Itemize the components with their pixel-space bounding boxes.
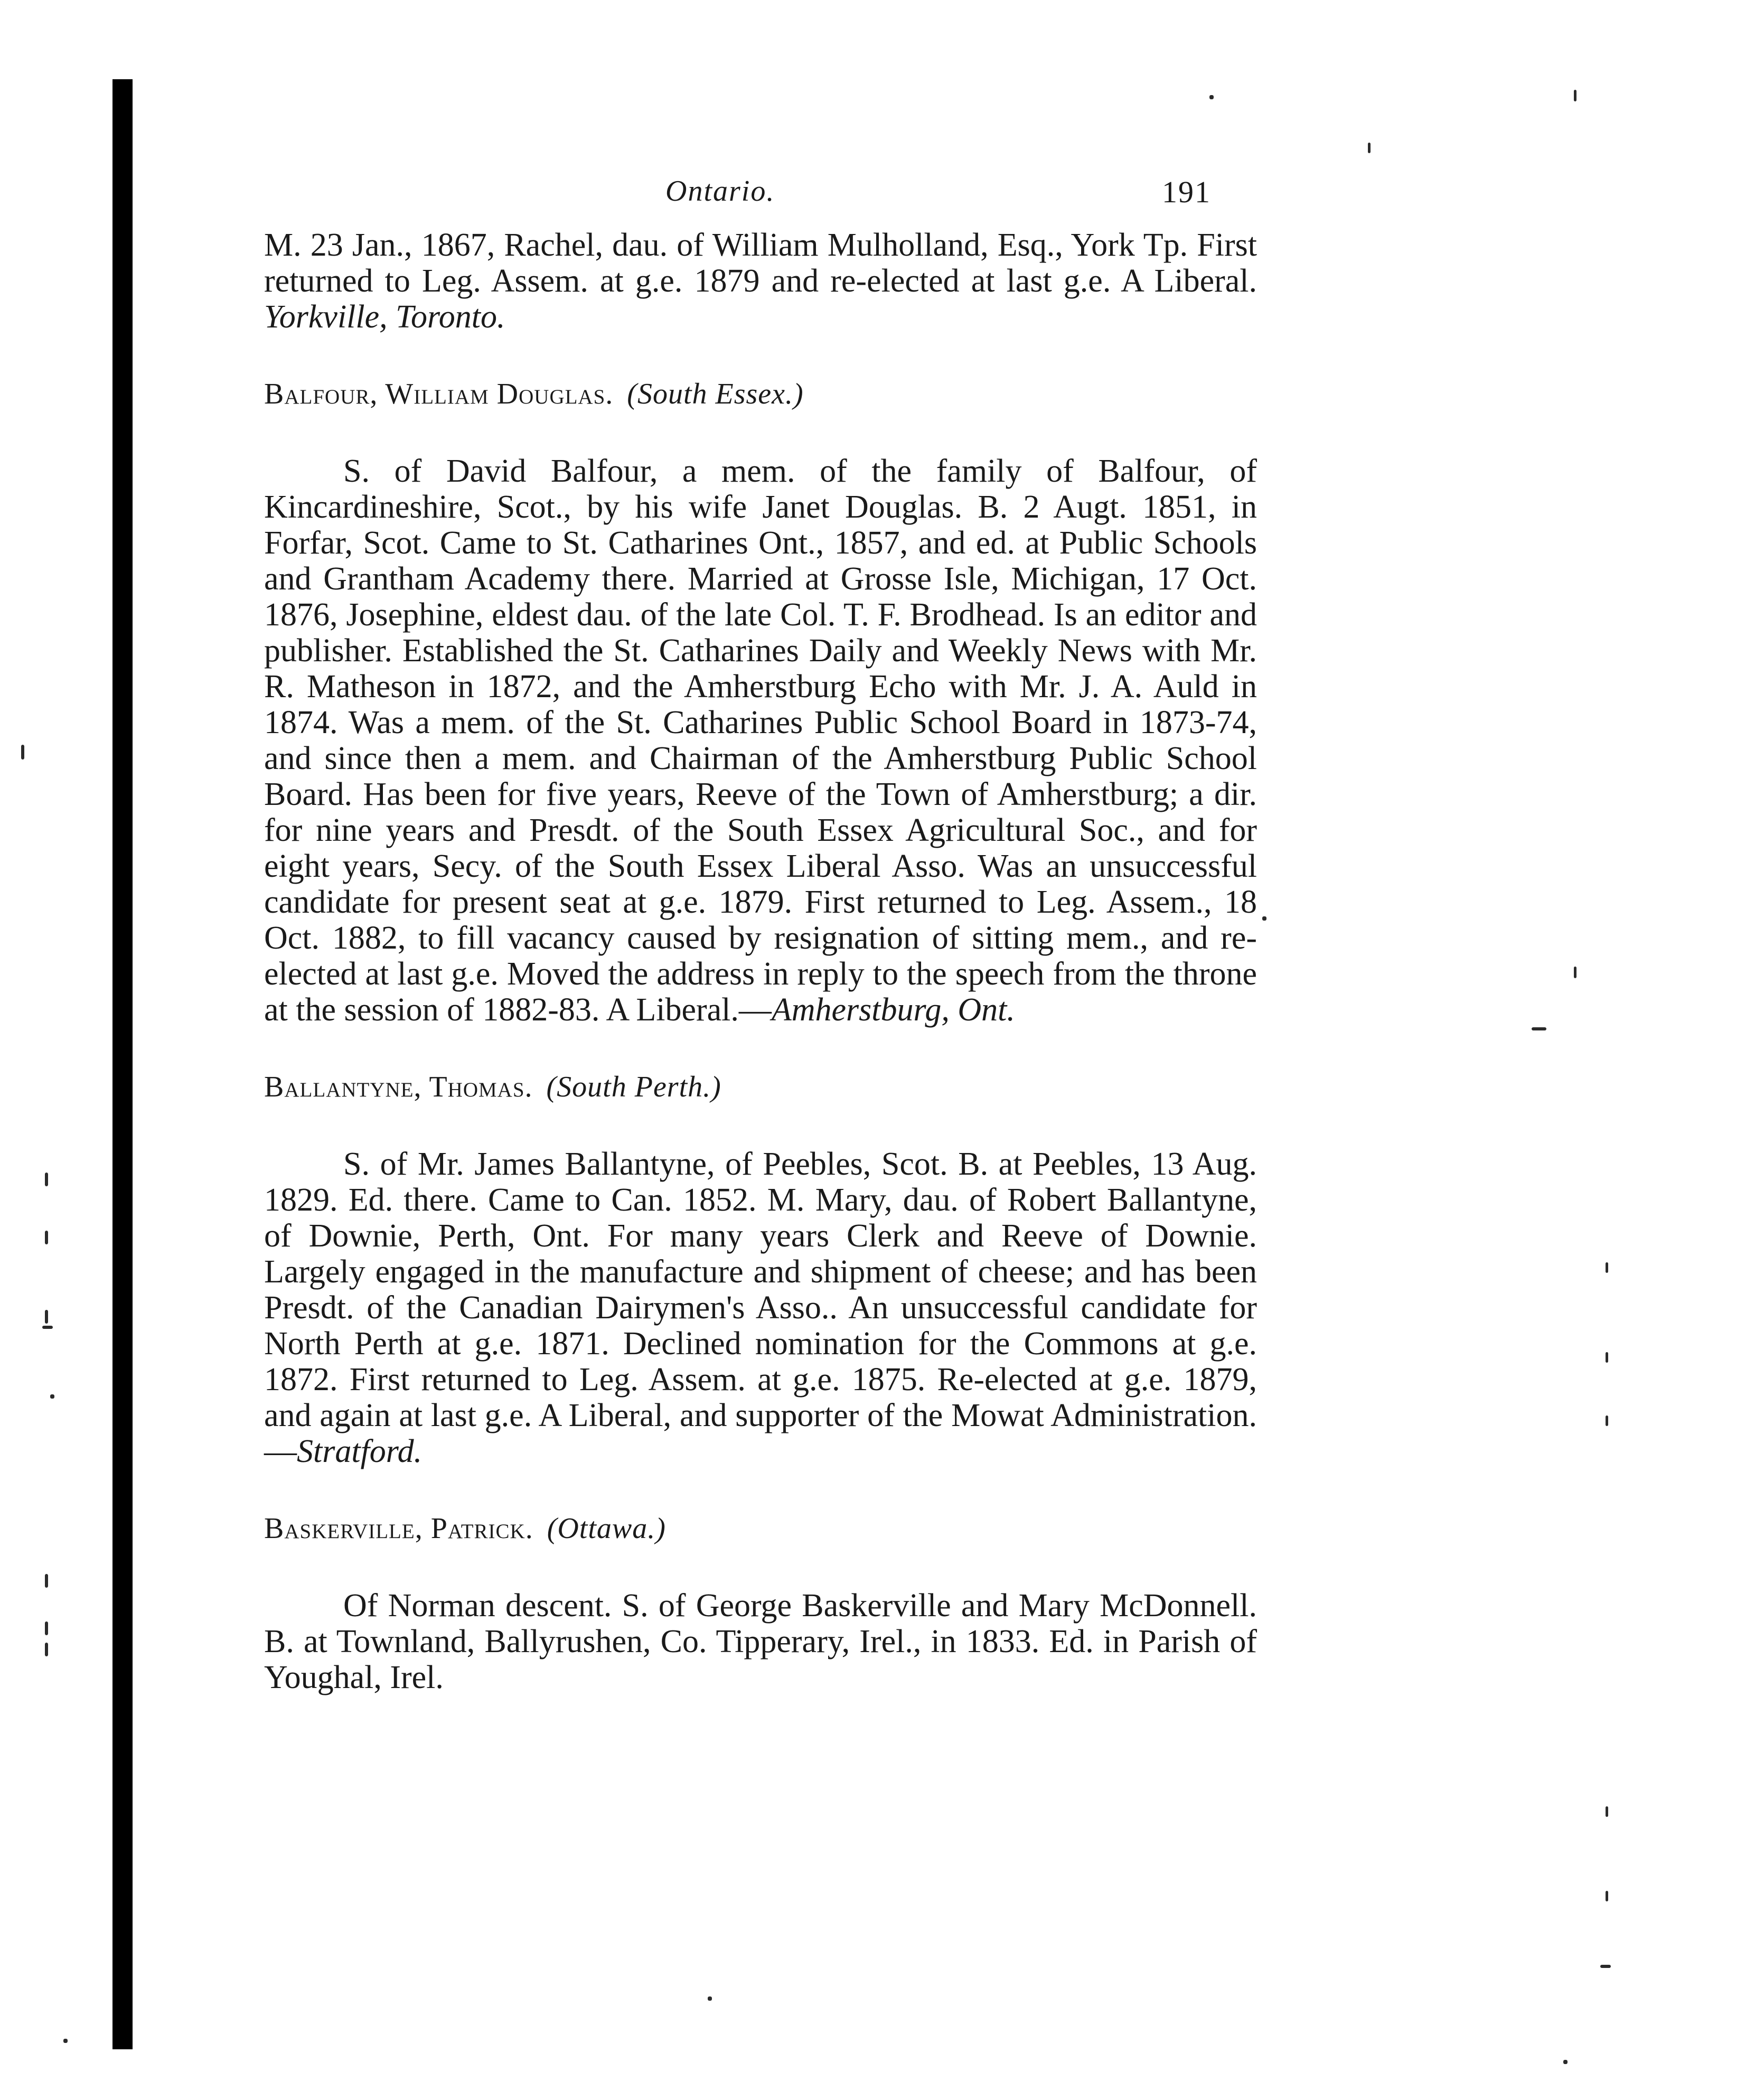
running-head	[264, 174, 1257, 217]
scan-speck	[45, 1310, 48, 1324]
scan-speck	[45, 1173, 48, 1186]
entry-name: Baskerville, Patrick.	[264, 1512, 533, 1545]
entry-biography	[264, 453, 1257, 1028]
entry-body: S. of Mr. James Ballantyne, of Peebles, Scot. B. at Peebles, 13 Aug. 1829. Ed. there. Came to Can. 1852. M. Mary, dau. of Robert Ballantyne, of Downie, Perth, Ont. For many years Clerk and Reeve of Downie. Largely engaged in the manufacture and shipment of cheese; and has been Presdt. of the Canadian Dairymen's Asso.. An unsuccessful candidate for North Perth at g.e. 1871. Declined nomination for the Commons at g.e. 1872. First returned to Leg. Assem. at g.e. 1875. Re-elected at g.e. 1879, and again at last g.e. A Liberal, and supporter of the Mowat Administration.—	[264, 1146, 1257, 1469]
entry-residence: Amherstburg, Ont.	[771, 992, 1015, 1028]
scan-speck	[45, 1621, 48, 1635]
entry-riding: (South Essex.)	[627, 378, 804, 410]
scan-speck	[708, 1996, 712, 2001]
entry-body: S. of David Balfour, a mem. of the family of Balfour, of Kincardineshire, Scot., by his wife Janet Douglas. B. 2 Augt. 1851, in Forfar, Scot. Came to St. Catharines Ont., 1857, and ed. at Public Schools and Grantham Academy there. Married at Grosse Isle, Michigan, 17 Oct. 1876, Josephine, eldest dau. of the late Col. T. F. Brodhead. Is an editor and publisher. Established the St. Catharines Daily and Weekly News with Mr. R. Matheson in 1872, and the Amherstburg Echo with Mr. J. A. Auld in 1874. Was a mem. of the St. Catharines Public School Board in 1873-74, and since then a mem. and Chairman of the Amherstburg Public School Board. Has been for five years, Reeve of the Town of Amherstburg; a dir. for nine years and Presdt. of the South Essex Agricultural Soc., and for eight years, Secy. of the South Essex Liberal Asso. Was an unsuccessful candidate for present seat at g.e. 1879. First returned to Leg. Assem., 18 Oct. 1882, to fill vacancy caused by resignation of sitting mem., and re-elected at last g.e. Moved the address in reply to the speech from the throne at the session of 1882-83. A Liberal.—	[264, 453, 1257, 1028]
entry-biography	[264, 1146, 1257, 1469]
scan-speck	[1262, 916, 1266, 921]
entry-biography	[264, 1588, 1257, 1695]
entry-riding: (South Perth.)	[546, 1071, 721, 1103]
continuation-paragraph	[264, 227, 1257, 335]
entry-heading	[264, 1069, 1257, 1105]
page-binding-edge	[112, 79, 133, 2049]
scan-speck	[1209, 95, 1214, 99]
continuation-residence: Yorkville, Toronto.	[264, 299, 505, 335]
scan-speck	[1606, 1262, 1608, 1273]
entry-heading	[264, 376, 1257, 412]
scan-speck	[45, 1643, 48, 1656]
scan-speck	[1606, 1415, 1608, 1426]
entry-riding: (Ottawa.)	[547, 1512, 666, 1545]
document-page	[264, 174, 1257, 1695]
scan-speck	[1600, 1965, 1611, 1968]
scan-speck	[21, 745, 24, 760]
scan-speck	[1563, 2060, 1568, 2064]
running-title: Ontario.	[665, 175, 775, 208]
scan-speck	[42, 1326, 53, 1329]
scan-speck	[1532, 1027, 1546, 1030]
entry-name: Balfour, William Douglas.	[264, 378, 614, 410]
scan-speck	[1606, 1352, 1608, 1363]
page-number: 191	[1162, 175, 1211, 209]
scan-speck	[63, 2039, 68, 2043]
scan-speck	[1368, 143, 1371, 153]
scan-speck	[45, 1574, 48, 1588]
scan-speck	[1606, 1806, 1608, 1817]
entry-residence: Stratford.	[297, 1433, 423, 1469]
scan-speck	[45, 1231, 48, 1244]
entry-name: Ballantyne, Thomas.	[264, 1071, 533, 1103]
scan-speck	[50, 1394, 54, 1399]
scan-speck	[1574, 967, 1576, 978]
entry-body: Of Norman descent. S. of George Baskerville and Mary McDonnell. B. at Townland, Ballyrushen, Co. Tipperary, Irel., in 1833. Ed. in Parish of Youghal, Irel.	[264, 1588, 1257, 1695]
scan-speck	[1574, 90, 1576, 101]
continuation-text: M. 23 Jan., 1867, Rachel, dau. of William Mulholland, Esq., York Tp. First returned to Leg. Assem. at g.e. 1879 and re-elected at last g.e. A Liberal.	[264, 227, 1257, 299]
scan-speck	[1606, 1891, 1608, 1901]
entry-heading	[264, 1511, 1257, 1546]
